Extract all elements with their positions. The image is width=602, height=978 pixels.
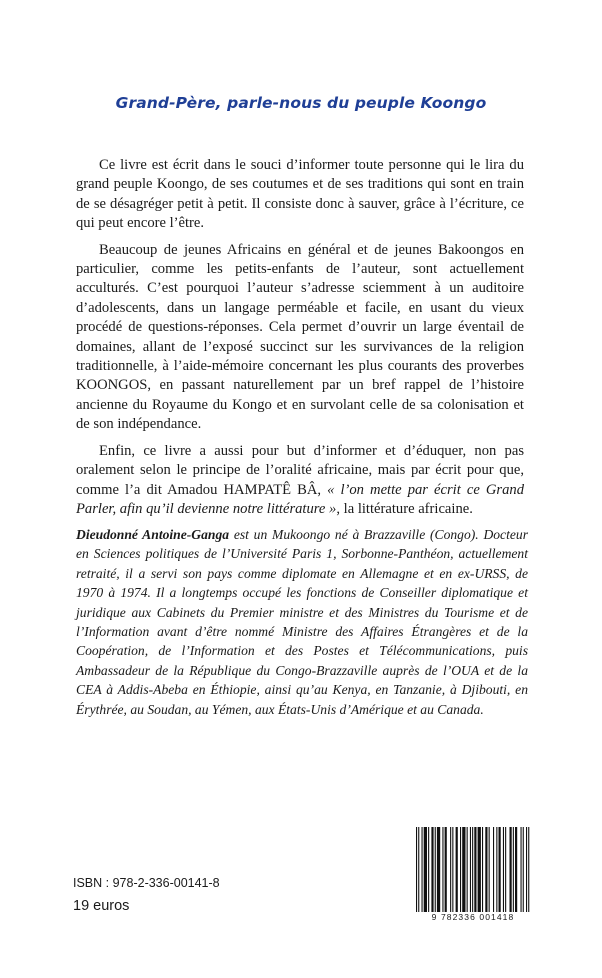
- barcode-bar: [435, 827, 436, 913]
- hampate-ba-quote: « l’on mette par écrit ce Grand Parler, afin qu’il devienne notre littérature »: [76, 481, 524, 517]
- barcode-bar: [431, 827, 433, 913]
- barcode-bar: [478, 827, 481, 913]
- barcode-bar: [467, 827, 468, 913]
- barcode-bar: [422, 827, 423, 913]
- barcode-bar: [460, 827, 461, 913]
- isbn-label: ISBN : 978-2-336-00141-8: [73, 876, 220, 890]
- barcode-bar: [450, 827, 451, 913]
- barcode-bar: [424, 827, 427, 913]
- barcode-bar: [437, 827, 440, 913]
- barcode-bar: [499, 827, 501, 913]
- author-name: Dieudonné Antoine-Ganga: [76, 527, 230, 542]
- barcode-bar: [428, 827, 429, 913]
- paragraph-1: Ce livre est écrit dans le souci d’informer toute personne qui le lira du grand peuple Koongo, de ses coutumes et de ses traditions qui sont en train de se désagréger petit à petit. Il consiste donc à sauver, grâce à l’écriture, ce qui peut encore l’être.: [76, 157, 524, 232]
- barcode-bar: [510, 827, 512, 913]
- barcode-bar: [496, 827, 497, 913]
- barcode-bar: [526, 827, 527, 913]
- barcode-digits: 9 782336 001418: [414, 912, 532, 922]
- author-bio-text: est un Mukoongo né à Brazzaville (Congo). Docteur en Sciences politiques de l’Université Paris 1, Sorbonne-Panthéon, actuellement retraité, il a servi son pays comme diplomate en Allemagne et en ex-URSS, de 1970 à 1974. Il a longtemps occupé les fonctions de Conseiller diplomatique et juridique aux Cabinets du Premier ministre et des Ministres du Tourisme et de l’Information avant d’être nommé Ministre des Affaires Étrangères et de la Coopération, de l’Information et des Postes et Télécommunications, puis Ambassadeur de la République du Congo-Brazzaville auprès de l’OUA et de la CEA à Addis-Abeba en Éthiopie, ainsi qu’au Kenya, en Tanzanie, à Djibouti, en Érythrée, au Soudan, au Yémen, aux États-Unis d’Amérique et au Canada.: [76, 527, 528, 717]
- barcode-bar: [462, 827, 465, 913]
- barcode: [414, 827, 532, 921]
- barcode-bar: [493, 827, 494, 913]
- barcode-bar: [513, 827, 514, 913]
- paragraph-3: [76, 442, 524, 520]
- paragraph-3-intro: Enfin, ce livre a aussi pour but d’informer et d’éduquer, non pas oralement selon le principe de l’oralité africaine, mais par écrit pour que, comme l’a dit Amadou HAMPATÊ BÂ,: [76, 442, 524, 498]
- barcode-bar: [485, 827, 487, 913]
- barcode-bar: [515, 827, 517, 913]
- barcode-bar: [472, 827, 473, 913]
- barcode-bar: [489, 827, 490, 913]
- barcode-bar: [521, 827, 522, 913]
- barcode-bar: [445, 827, 447, 913]
- barcode-bar: [442, 827, 443, 913]
- barcode-bar: [456, 827, 458, 913]
- barcode-bar: [503, 827, 504, 913]
- barcode-bar: [470, 827, 471, 913]
- barcode-bar: [452, 827, 453, 913]
- author-biography: [76, 525, 528, 719]
- paragraph-2: Beaucoup de jeunes Africains en général et de jeunes Bakoongos en particulier, comme les petits-enfants de l’auteur, sont actuellement acculturés. C’est pourquoi l’auteur s’adresse sciemment à un auditoire d’adolescents, dans un langage perméable et facile, en usant du vieux procédé de questions-réponses. Cela permet d’ouvrir un large éventail de domaines, allant de l’exposé succinct sur les survivances de la religion traditionnelle, à l’aide-mémoire concernant les plus courants des proverbes KOONGOS, en passant naturellement par un bref rappel de l’histoire ancienne du Royaume du Kongo et en survolant celle de sa colonisation et de son indépendance.: [76, 241, 524, 433]
- barcode-bar: [474, 827, 476, 913]
- summary-text: [76, 156, 524, 526]
- barcode-bar: [505, 827, 506, 913]
- barcode-bars: [414, 827, 532, 913]
- price-label: 19 euros: [73, 898, 130, 914]
- barcode-bar: [482, 827, 483, 913]
- paragraph-3-end: , la littérature africaine.: [336, 500, 473, 517]
- barcode-bar: [523, 827, 524, 913]
- book-title: Grand-Père, parle-nous du peuple Koongo: [115, 94, 487, 112]
- barcode-bar: [418, 827, 419, 913]
- barcode-bar: [416, 827, 417, 913]
- barcode-bar: [528, 827, 529, 913]
